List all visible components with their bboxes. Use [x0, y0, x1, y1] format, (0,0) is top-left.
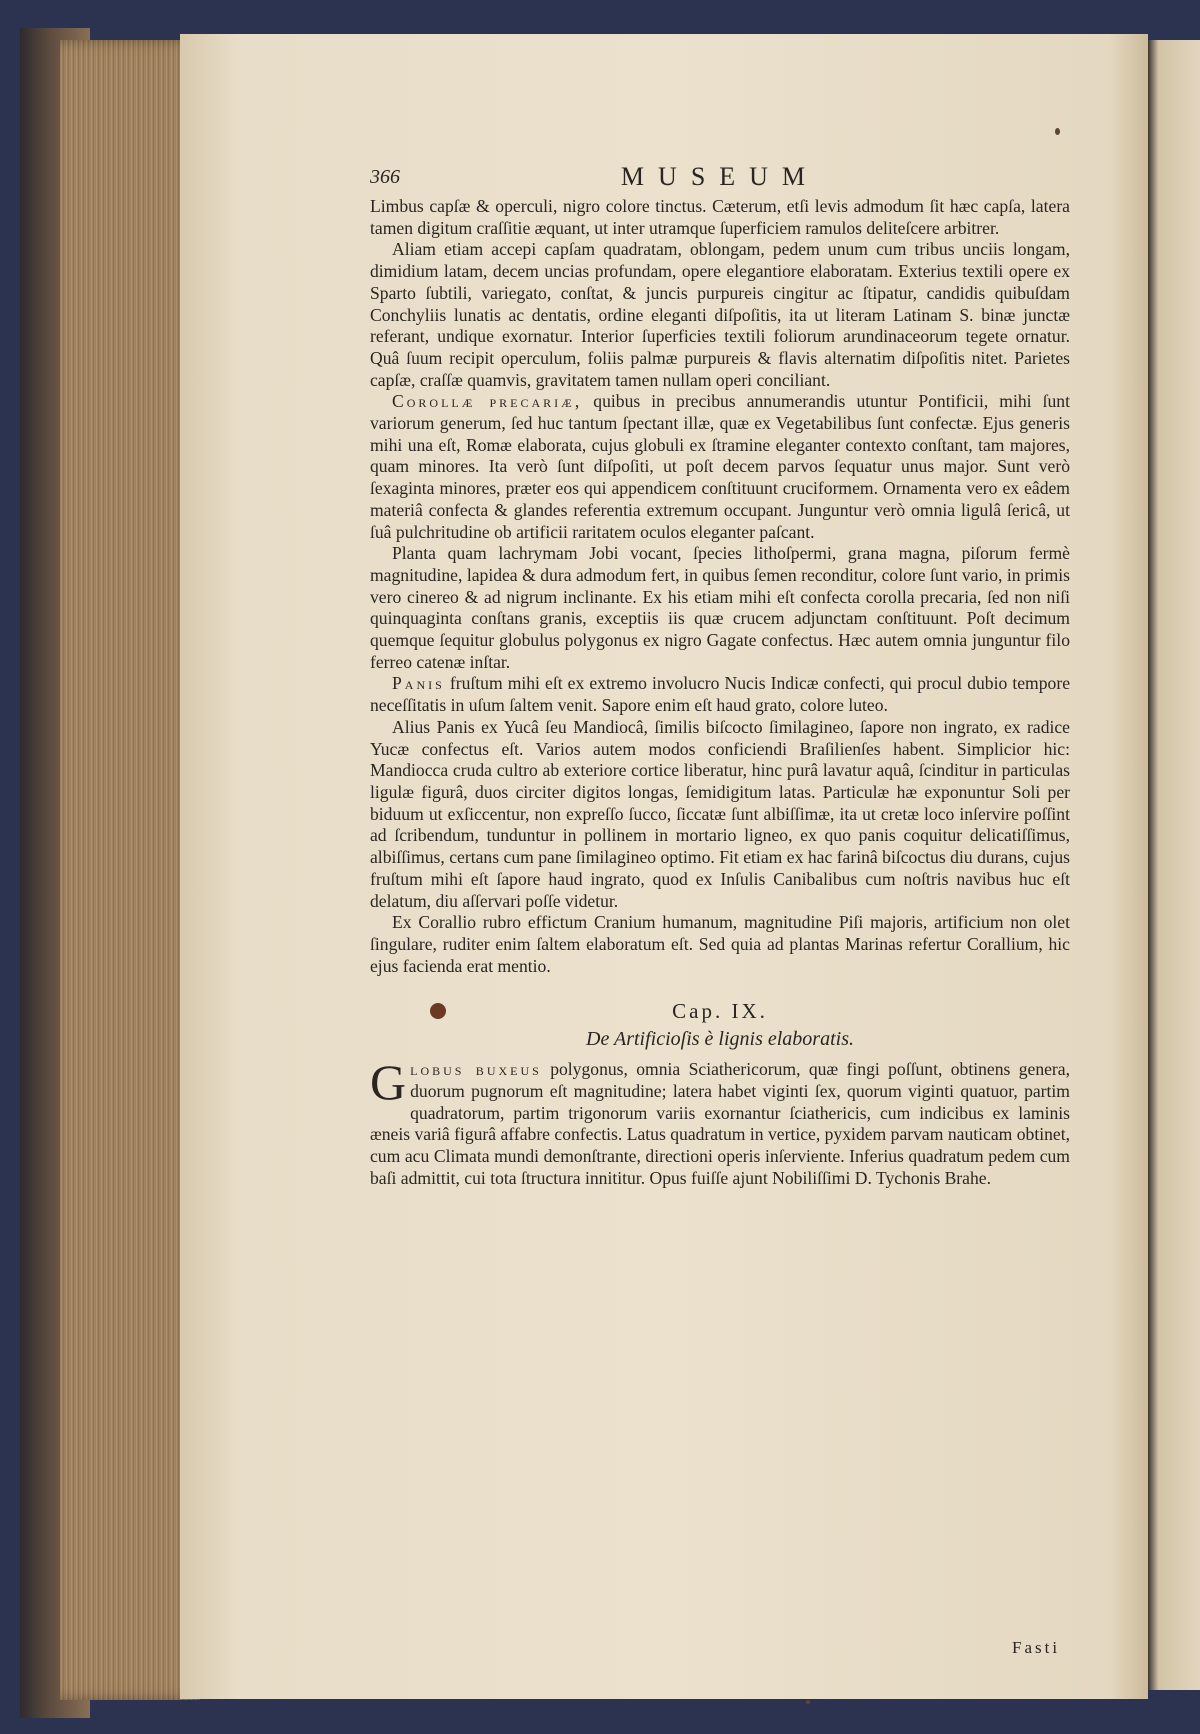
page-header	[370, 162, 1070, 196]
running-title: MUSEUM	[620, 162, 820, 191]
facing-page-edge	[1148, 40, 1200, 1690]
chapter-paragraph-text: polygonus, omnia Sciathericorum, quæ fingi poſſunt, obtinens genera, duorum pugnorum eſt magnitudine; latera habet viginti ſex, quorum viginti quatuor, partim quadratorum, partim trigonorum variis exornantur ſciathericis, cum indicibus ex laminis æneis variâ figurâ affabre confectis. Latus quadratum in vertice, pyxidem parvam nauticam obtinet, cum acu Climata mundi demonſtrante, directioni operis inſerviente. Inferius quadratum pedem cum baſi admittit, cui tota ſtructura innititur. Opus fuiſſe ajunt Nobiliſſimi D. Tychonis Brahe.	[370, 1059, 1070, 1188]
paragraph-3	[370, 391, 1070, 543]
paragraph-7: Ex Corallio rubro effictum Cranium humanum, magnitudine Piſi majoris, artificium non olet ſingulare, ruditer enim ſaltem elaboratum eſt. Sed quia ad plantas Marinas refertur Corallium, hic ejus facienda erat mentio.	[370, 912, 1070, 976]
drop-cap: G	[370, 1054, 407, 1111]
catchword: Fasti	[1012, 1638, 1061, 1657]
paragraph-5-text: fruſtum mihi eſt ex extremo involucro Nucis Indicæ confecti, qui procul dubio tempore neceſſitatis in uſum ſaltem venit. Sapore enim eſt haud grato, colore luteo.	[370, 673, 1070, 716]
page-edges	[60, 40, 200, 1700]
chapter-heading	[370, 999, 1070, 1024]
paragraph-3-lead: Corollæ precariæ,	[392, 391, 583, 412]
chapter-subtitle: De Artificioſis è lignis elaboratis.	[586, 1028, 854, 1051]
paragraph-2: Aliam etiam accepi capſam quadratam, oblongam, pedem unum cum tribus unciis longam, dimidium latam, decem uncias profundam, opere elegantiore elaboratam. Exterius textili opere ex Sparto ſubtili, variegato, conſtat, & juncis purpureis cingitur ac ſtipatur, candidis quibuſdam Conchyliis lunatis ac dentatis, ordine eleganti diſpoſitis, ita ut literam Latinam S. binæ junctæ referant, undique exornatur. Interior ſuperficies textili foliorum arundinaceorum tegete ornatur. Quâ ſuum recipit operculum, foliis palmæ purpureis & flavis alternatim diſpoſitis nitet. Parietes capſæ, craſſæ quamvis, gravitatem tamen nullam operi conciliant.	[370, 239, 1070, 390]
ink-blot-icon	[430, 1003, 446, 1019]
chapter-paragraph-1	[370, 1054, 1070, 1189]
paragraph-4: Planta quam lachrymam Jobi vocant, ſpecies lithoſpermi, grana magna, piſorum fermè magnitudine, lapidea & dura admodum fert, in quibus ſemen reconditur, colore ſunt vario, in primis vero cinereo & ad nigrum inclinante. Ex his etiam mihi eſt confecta corolla precaria, ſed non niſi quinquaginta conſtans granis, exceptiis iis quæ crucem adjunctam conſtituunt. Poſt decimum quemque ſequitur globulus polygonus ex nigro Gagate confectus. Hæc autem omnia junguntur filo ferreo catenæ inſtar.	[370, 543, 1070, 672]
paper-fleck	[1055, 128, 1060, 135]
paragraph-5	[370, 673, 1070, 716]
chapter-paragraph-lead: lobus buxeus	[410, 1059, 542, 1080]
paragraph-5-lead: Panis	[392, 673, 445, 694]
paragraph-3-text: quibus in precibus annumerandis utuntur Pontificii, mihi ſunt variorum generum, ſed huc tantum ſpectant illæ, quæ ex Vegetabilibus ſunt confectæ. Ejus generis mihi una eſt, Romæ elaborata, cujus globuli ex ſtramine eleganter contexto conſtant, tam majores, quam minores. Ita verò ſunt diſpoſiti, ut poſt decem parvos ſequatur unus major. Sunt verò ſexaginta minores, præter eos qui appendicem conſtituunt cruciformem. Ornamenta vero ex eâdem materiâ confecta & glandes referentia extremum occupant. Junguntur verò omnia ligulâ ſericâ, ut ſuâ pulchritudine ob artificii raritatem oculos eleganter paſcant.	[370, 391, 1070, 542]
paragraph-6: Alius Panis ex Yucâ ſeu Mandiocâ, ſimilis biſcocto ſimilagineo, ſapore non ingrato, ex radice Yucæ confectus eſt. Varios autem modos conficiendi Braſilienſes habent. Simplicior hic: Mandiocca cruda cultro ab exteriore cortice liberatur, hinc purâ lavatur aquâ, ſcinditur in particulas ligulæ figurâ, duos circiter digitos longas, ſemidigitum latas. Particulæ hæ exponuntur Soli per biduum ut exſiccentur, non expreſſo ſucco, ſiccatæ ſunt albiſſimæ, ita ut cretæ loco inſervire poſſint ad ſcribendum, tunduntur in pollinem in mortario ligneo, ex quo panis coquitur delicatiſſimus, albiſſimus, certans cum pane ſimilagineo optimo. Fit etiam ex hac farinâ biſcoctus diu durans, cujus fruſtum mihi eſt ſapore haud ingrato, quod ex Inſulis Canibalibus cum noſtris navibus huc eſt delatum, diu aſſervari poſſe videtur.	[370, 716, 1070, 911]
page-number: 366	[370, 166, 400, 188]
paper-fleck	[806, 1700, 810, 1704]
paragraph-1: Limbus capſæ & operculi, nigro colore tinctus. Cæterum, etſi levis admodum ſit hæc capſa, latera tamen digitum craſſitie æquant, ut inter utramque ſuperficiem ramulos deliteſcere arbitrer.	[370, 196, 1070, 238]
page-text-block	[370, 162, 1070, 1190]
chapter-title: Cap. IX.	[672, 999, 768, 1024]
